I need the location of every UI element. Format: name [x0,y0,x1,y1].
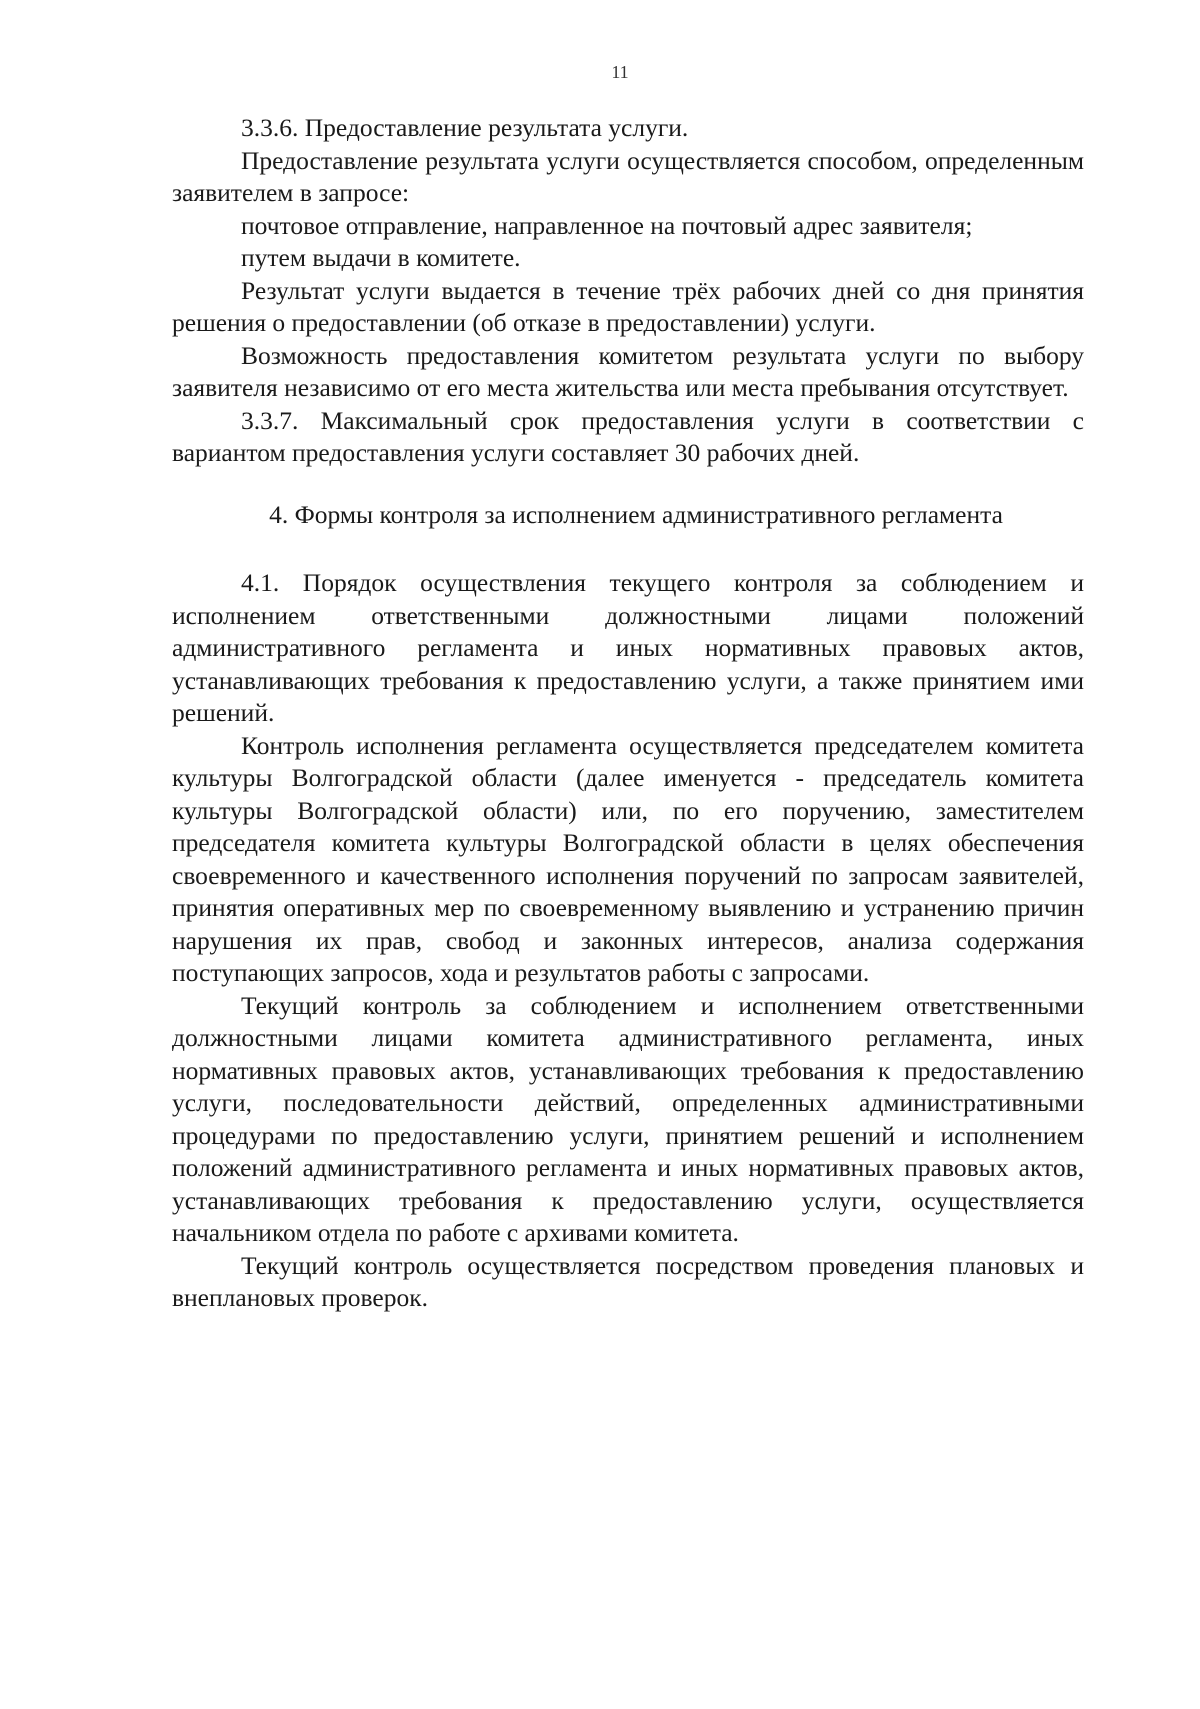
section-heading: 4. Формы контроля за исполнением административного регламента [269,499,1003,529]
paragraph-issue-in-committee: путем выдачи в комитете. [241,243,521,272]
paragraph-current-control: Текущий контроль за соблюдением и исполнением ответственными должностными лицами комитета административного регламента, иных нормативных правовых актов, устанавливающих требования к предоставлению услуги, последовательности действий, определенных административными процедурами по предоставлению услуги, принятием решений и исполнением положений административного регламента и иных нормативных правовых актов, устанавливающих требования к предоставлению услуги, осуществляется начальником отдела по работе с архивами комитета. [172,990,1084,1247]
paragraph-4-1: 4.1. Порядок осуществления текущего контроля за соблюдением и исполнением ответственными должностными лицами положений административного регламента и иных нормативных правовых актов, устанавливающих требования к предоставлению услуги, а также принятием ими решений. [172,568,1084,727]
document-body [172,112,1084,1315]
paragraph-inspections: Текущий контроль осуществляется посредством проведения плановых и внеплановых проверок. [172,1250,1084,1312]
paragraph-result-method: Предоставление результата услуги осуществляется способом, определенным заявителем в запросе: [172,145,1084,207]
paragraph-postal-delivery: почтовое отправление, направленное на почтовый адрес заявителя; [241,210,973,240]
paragraph-extraterritorial: Возможность предоставления комитетом результата услуги по выбору заявителя независимо от его места жительства или места пребывания отсутствует. [172,340,1084,402]
paragraph-3-3-7-max-term: 3.3.7. Максимальный срок предоставления услуги в соответствии с вариантом предоставления услуги составляет 30 рабочих дней. [172,405,1084,467]
page-number: 11 [611,62,629,82]
paragraph-control-execution: Контроль исполнения регламента осуществляется председателем комитета культуры Волгоградской области (далее именуется - председатель комитета культуры Волгоградской области) или, по его поручению, заместителем председателя комитета культуры Волгоградской области в целях обеспечения своевременного и качественного исполнения поручений по запросам заявителей, принятия оперативных мер по своевременному выявлению и устранению причин нарушения их прав, свобод и законных интересов, анализа содержания поступающих запросов, хода и результатов работы с запросами. [172,730,1084,987]
paragraph-result-timing: Результат услуги выдается в течение трёх рабочих дней со дня принятия решения о предоставлении (об отказе в предоставлении) услуги. [172,275,1084,337]
paragraph-3-3-6-heading: 3.3.6. Предоставление результата услуги. [241,113,689,142]
